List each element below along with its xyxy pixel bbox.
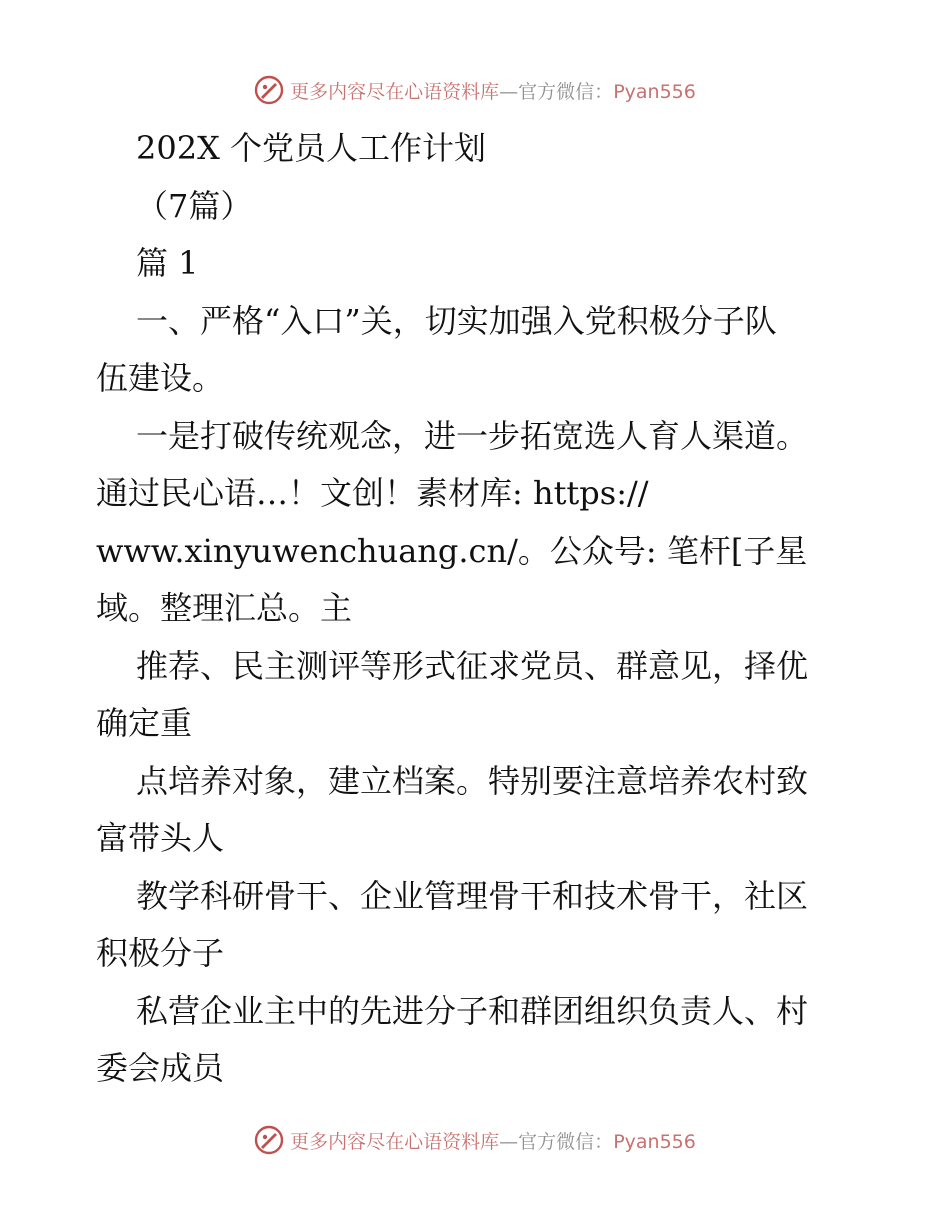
text-line: 一是打破传统观念，进一步拓宽选人育人渠道。 bbox=[136, 416, 809, 455]
text-line: 推荐、民主测评等形式征求党员、群意见，择优 bbox=[136, 646, 809, 685]
text-line: 委会成员 bbox=[96, 1049, 225, 1087]
text-line: 通过民心语…！文创！素材库: https:// bbox=[96, 474, 649, 512]
text-line: 确定重 bbox=[96, 704, 193, 742]
text-line: 202X 个党员人工作计划 bbox=[136, 129, 487, 167]
quill-logo-icon bbox=[254, 75, 284, 105]
text-line: 点培养对象，建立档案。特别要注意培养农村致 bbox=[136, 761, 809, 800]
watermark-text: 更多内容尽在心语资料库—官方微信：Pyan556 bbox=[290, 1130, 696, 1153]
watermark-text: 更多内容尽在心语资料库—官方微信：Pyan556 bbox=[290, 80, 696, 103]
text-line: 域。整理汇总。主 bbox=[96, 589, 353, 627]
text-line: 篇 1 bbox=[136, 244, 199, 282]
text-line: 一、严格“入口”关，切实加强入党积极分子队 bbox=[136, 301, 777, 340]
text-line: 富带头人 bbox=[96, 819, 225, 857]
text-line: www.xinyuwenchuang.cn/。公众号: 笔杆[子星 bbox=[96, 531, 808, 570]
text-line: （7篇） bbox=[136, 186, 253, 225]
text-line: 教学科研骨干、企业管理骨干和技术骨干，社区 bbox=[136, 876, 809, 915]
footer-watermark-banner bbox=[0, 1120, 950, 1160]
document-body bbox=[96, 120, 856, 1098]
text-line: 伍建设。 bbox=[96, 359, 225, 397]
header-watermark-banner bbox=[0, 70, 950, 110]
quill-logo-icon bbox=[254, 1125, 284, 1155]
text-line: 私营企业主中的先进分子和群团组织负责人、村 bbox=[136, 991, 809, 1030]
text-line: 积极分子 bbox=[96, 934, 225, 972]
